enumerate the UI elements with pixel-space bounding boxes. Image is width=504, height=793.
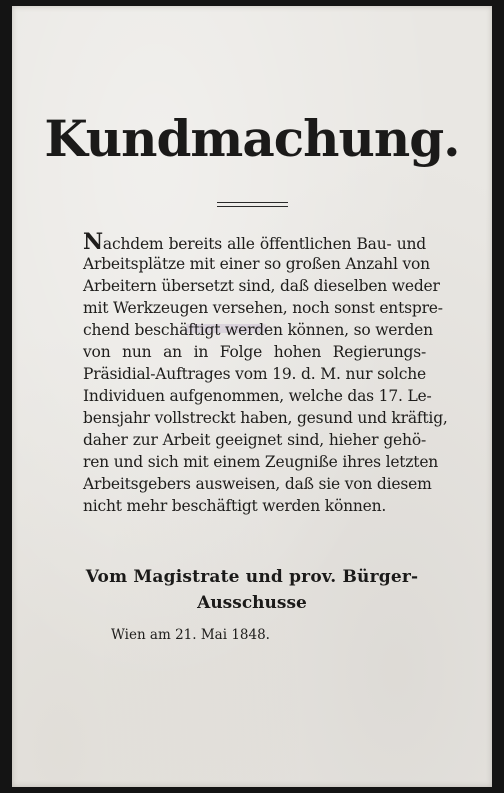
body-line	[83, 275, 440, 297]
body-line-text: Arbeitsplätze mit einer so großen Anzahl von	[83, 255, 430, 273]
title-divider	[217, 202, 288, 207]
drop-cap: N	[83, 229, 103, 255]
body-line	[83, 451, 439, 473]
body-line-text: achdem bereits alle öffentlichen Bau- und	[102, 235, 426, 253]
document-title: Kundmachung.	[44, 109, 460, 168]
signature-line-2: Ausschusse	[197, 593, 307, 613]
body-line-text: Arbeitern übersetzt sind, daß dieselben weder	[83, 277, 440, 295]
body-line	[83, 429, 426, 451]
body-line-text: chend beschäftigt werden können, so werden	[83, 321, 433, 339]
body-line-text: Präsidial-Auftrages vom 19. d. M. nur solche	[83, 365, 426, 383]
body-line-text: ren und sich mit einem Zeugniße ihres letzten	[83, 453, 439, 471]
broadside-sheet	[12, 6, 492, 787]
body-line	[83, 407, 448, 429]
body-line	[83, 341, 426, 363]
body-line-text: nicht mehr beschäftigt werden können.	[83, 497, 387, 515]
body-line-text: daher zur Arbeit geeignet sind, hieher gehö-	[83, 431, 426, 449]
body-line	[83, 473, 432, 495]
body-line	[83, 385, 432, 407]
body-line-text: Arbeitsgebers ausweisen, daß sie von diesem	[83, 475, 432, 493]
body-line-text: von nun an in Folge hohen Regierungs-	[83, 343, 426, 361]
body-line	[83, 495, 426, 517]
body-line	[83, 319, 433, 341]
signature-line-1: Vom Magistrate und prov. Bürger-	[85, 567, 419, 587]
place-and-date: Wien am 21. Mai 1848.	[111, 627, 270, 643]
body-line-text: mit Werkzeugen versehen, noch sonst entspre-	[83, 299, 443, 317]
body-line	[83, 297, 443, 319]
body-line-text: bensjahr vollstreckt haben, gesund und kräftig,	[83, 409, 448, 427]
body-line	[83, 231, 426, 255]
body-line	[83, 363, 426, 385]
body-line-text: Individuen aufgenommen, welche das 17. Le-	[83, 387, 432, 405]
body-line	[83, 253, 430, 275]
